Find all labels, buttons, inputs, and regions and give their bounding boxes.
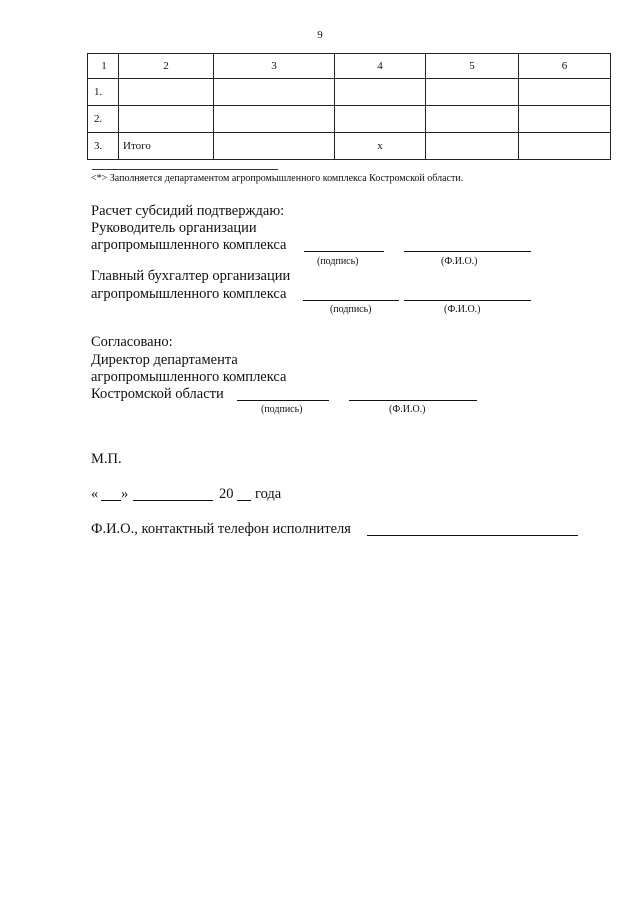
date-year-suffix: года [255,486,282,502]
head-signature-field[interactable] [304,251,384,252]
table-cell [335,79,426,106]
chief-title-line1: Главный бухгалтер организации [91,268,291,284]
contact-label: Ф.И.О., контактный телефон исполнителя [91,521,351,537]
table-cell [426,106,519,133]
signature-caption: (подпись) [317,256,359,267]
head-title-line1: Руководитель организации [91,220,257,236]
table-cell: 3. [88,133,119,160]
head-fio-field[interactable] [404,251,531,252]
fio-caption: (Ф.И.О.) [441,256,478,267]
table-cell [519,133,611,160]
chief-title-line2: агропромышленного комплекса [91,286,287,302]
director-fio-field[interactable] [349,400,477,401]
table-cell: Итого [119,133,214,160]
table-cell [119,106,214,133]
fio-caption: (Ф.И.О.) [389,404,426,415]
page-number: 9 [317,29,323,41]
contact-field[interactable] [367,535,578,536]
date-quote-open: « [91,486,99,502]
confirm-heading: Расчет субсидий подтверждаю: [91,203,285,219]
date-day-field[interactable] [101,500,121,501]
table-cell [214,133,335,160]
agreed-heading: Согласовано: [91,334,173,350]
signature-caption: (подпись) [330,304,372,315]
table-header-cell: 6 [519,54,611,79]
director-title-line2: агропромышленного комплекса [91,369,287,385]
director-signature-field[interactable] [237,400,329,401]
director-title-line1: Директор департамента [91,352,238,368]
table-header-row [88,54,611,79]
date-month-field[interactable] [133,500,213,501]
head-title-line2: агропромышленного комплекса [91,237,287,253]
table-cell [426,79,519,106]
date-year-field[interactable] [237,500,251,501]
subsidy-table [87,53,611,160]
table-cell [214,106,335,133]
table-header-cell: 3 [214,54,335,79]
footnote: <*> Заполняется департаментом агропромышленного комплекса Костромской области. [91,173,464,184]
director-title-line3: Костромской области [91,386,224,402]
table-cell: 1. [88,79,119,106]
chief-fio-field[interactable] [404,300,531,301]
table-cell [519,79,611,106]
table-header-cell: 5 [426,54,519,79]
table-row [88,133,611,160]
table-cell: х [335,133,426,160]
table-header-cell: 2 [119,54,214,79]
table-cell: 2. [88,106,119,133]
date-year-prefix: 20 [219,486,234,502]
table-cell [426,133,519,160]
table-row [88,79,611,106]
table-header-cell: 4 [335,54,426,79]
table-row [88,106,611,133]
fio-caption: (Ф.И.О.) [444,304,481,315]
table-cell [214,79,335,106]
date-quote-close: » [121,486,129,502]
table-cell [335,106,426,133]
signature-caption: (подпись) [261,404,303,415]
chief-signature-field[interactable] [303,300,399,301]
table-header-cell: 1 [88,54,119,79]
seal-label: М.П. [91,451,122,467]
table-cell [119,79,214,106]
table-cell [519,106,611,133]
footnote-divider [92,169,278,170]
